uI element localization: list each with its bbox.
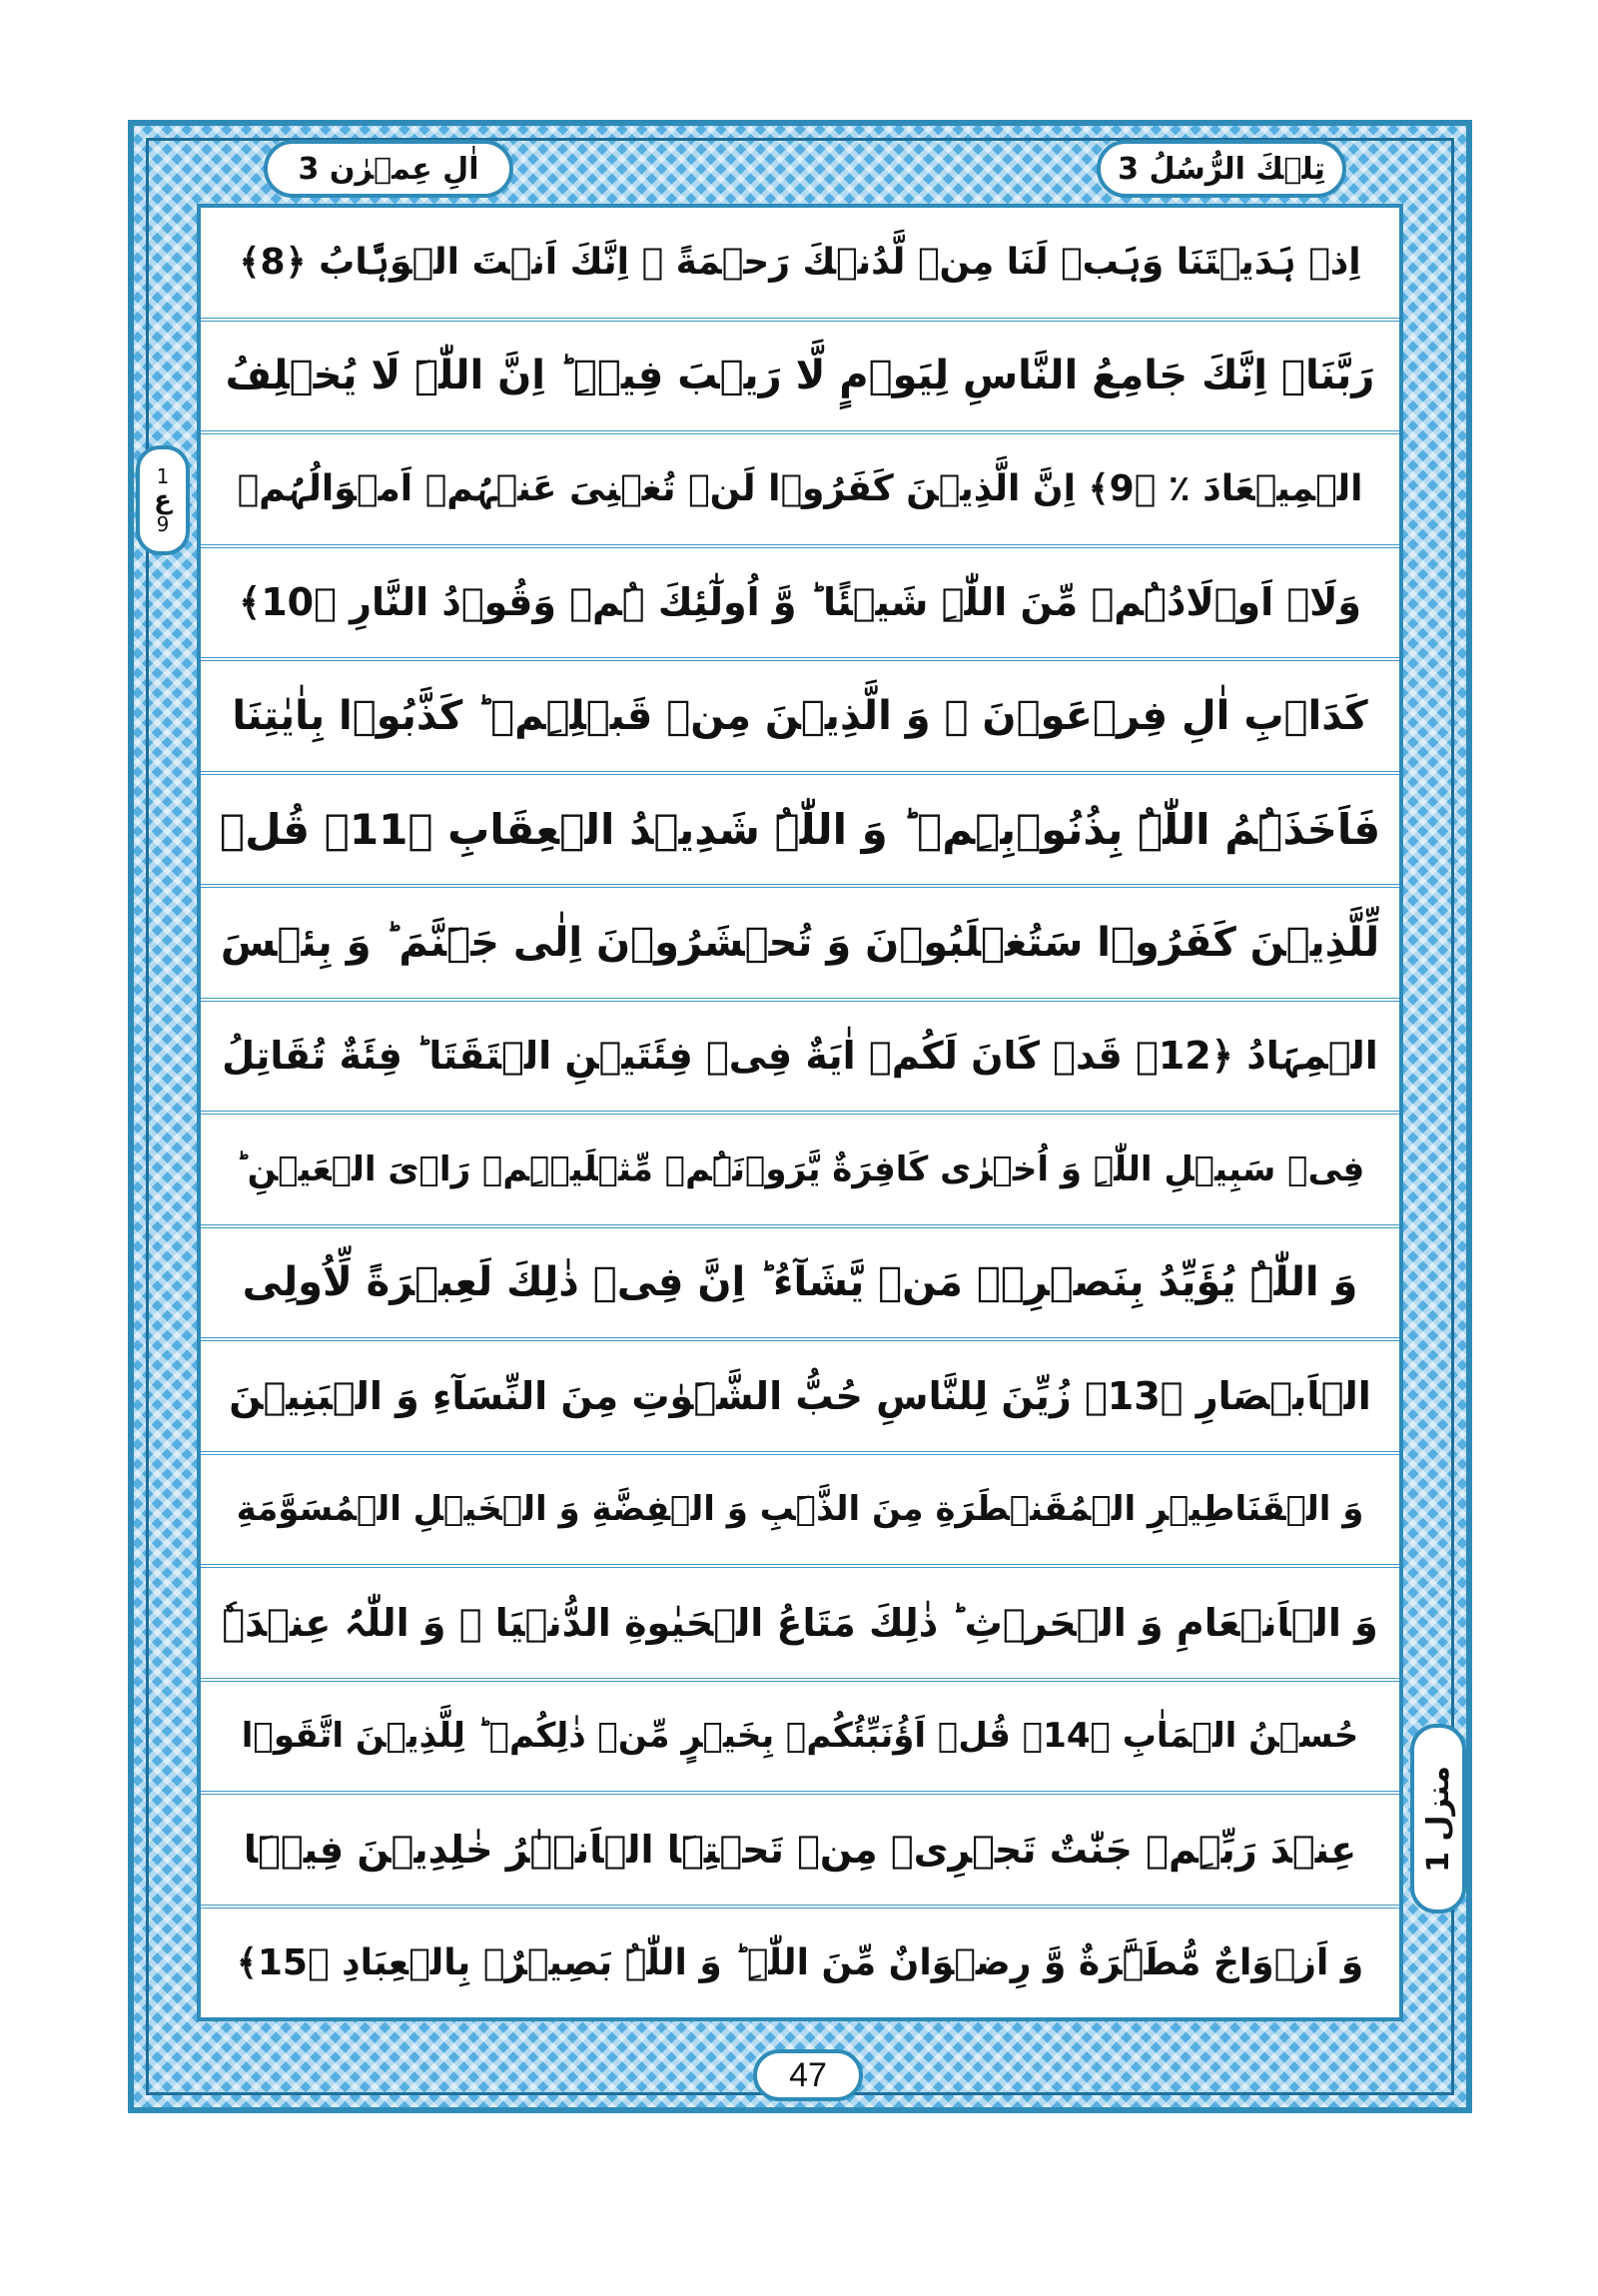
ruku-marker: [136, 445, 190, 555]
verse-line-16: وَ اَزۡوَاجٌ مُّطَہَّرَةٌ وَّ رِضۡوَانٌ مِّنَ اللّٰہِ ؕ وَ اللّٰہُ بَصِیۡرٌۢ بِالۡعِبَادِ ﴿15﴾: [236, 1941, 1364, 1983]
quran-text-panel: [197, 204, 1403, 2021]
verse-line-13: وَ الۡاَنۡعَامِ وَ الۡحَرۡثِ ؕ ذٰلِكَ مَتَاعُ الۡحَیٰوةِ الدُّنۡیَا ۚ وَ اللّٰہُ عِنۡدَہٗ: [201, 1568, 1399, 1682]
verse-line-1: اِذۡ ہَدَیۡتَنَا وَہَبۡ لَنَا مِنۡ لَّدُنۡكَ رَحۡمَةً ۚ اِنَّكَ اَنۡتَ الۡوَہَّابُ ﴿8﴾: [201, 208, 1399, 322]
verse-line-9: فِیۡ سَبِیۡلِ اللّٰہِ وَ اُخۡرٰی كَافِرَةٌ یَّرَوۡنَہُمۡ مِّثۡلَیۡہِمۡ رَاۡیَ الۡعَیۡنِ ؕ: [201, 1115, 1399, 1228]
verse-line-12: وَ الۡقَنَاطِیۡرِ الۡمُقَنۡطَرَةِ مِنَ الذَّہَبِ وَ الۡفِضَّةِ وَ الۡخَیۡلِ الۡمُسَوَّمَةِ: [201, 1455, 1399, 1569]
verse-line-14: حُسۡنُ الۡمَاٰبِ ﴿14﴾ قُلۡ اَؤُنَبِّئُكُمۡ بِخَیۡرٍ مِّنۡ ذٰلِكُمۡ ؕ لِلَّذِیۡنَ اتَّقَوۡا: [201, 1682, 1399, 1796]
verse-line-6: فَاَخَذَہُمُ اللّٰہُ بِذُنُوۡبِہِمۡ ؕ وَ اللّٰہُ شَدِیۡدُ الۡعِقَابِ ﴿11﴾ قُلۡ: [201, 775, 1399, 889]
verse-line-10: وَ اللّٰہُ یُؤَیِّدُ بِنَصۡرِہٖ مَنۡ یَّشَآءُ ؕ اِنَّ فِیۡ ذٰلِكَ لَعِبۡرَةً لِّاُولِی: [201, 1228, 1399, 1342]
manzil-marker-label: منزل 1: [1420, 1765, 1456, 1873]
juz-name-header: تِلۡكَ الرُّسُلُ 3: [1097, 140, 1346, 198]
verse-line-5: كَدَاۡبِ اٰلِ فِرۡعَوۡنَ ۙ وَ الَّذِیۡنَ مِنۡ قَبۡلِہِمۡ ؕ كَذَّبُوۡا بِاٰیٰتِنَا: [201, 661, 1399, 775]
verse-line-15: عِنۡدَ رَبِّہِمۡ جَنّٰتٌ تَجۡرِیۡ مِنۡ تَحۡتِہَا الۡاَنۡہٰرُ خٰلِدِیۡنَ فِیۡہَا: [201, 1795, 1399, 1909]
verse-line-4: وَلَاۤ اَوۡلَادُہُمۡ مِّنَ اللّٰہِ شَیۡئًا ؕ وَّ اُولٰٓئِكَ ہُمۡ وَقُوۡدُ النَّارِ ﴿10﴾: [201, 548, 1399, 662]
verse-line-3: الۡمِیۡعَادَ ٪ ﴿9﴾ اِنَّ الَّذِیۡنَ كَفَرُوۡا لَنۡ تُغۡنِیَ عَنۡہُمۡ اَمۡوَالُہُمۡ: [201, 434, 1399, 548]
verse-line-2: رَبَّنَاۤ اِنَّكَ جَامِعُ النَّاسِ لِیَوۡمٍ لَّا رَیۡبَ فِیۡہِ ؕ اِنَّ اللّٰہَ لَا یُخۡلِفُ: [201, 322, 1399, 435]
page-number: 47: [753, 2049, 863, 2101]
verse-line-8: الۡمِہَادُ ﴿12﴾ قَدۡ كَانَ لَكُمۡ اٰیَةٌ فِیۡ فِئَتَیۡنِ الۡتَقَتَا ؕ فِئَةٌ تُقَاتِلُ: [201, 1002, 1399, 1116]
manzil-marker: [1410, 1724, 1466, 1913]
ruku-marker-top: 1: [156, 464, 170, 488]
page-border-frame: [128, 120, 1472, 2113]
verse-line-11: الۡاَبۡصَارِ ﴿13﴾ زُیِّنَ لِلنَّاسِ حُبُّ الشَّہَوٰتِ مِنَ النِّسَآءِ وَ الۡبَنِیۡنَ: [201, 1341, 1399, 1455]
surah-name-header: اٰلِ عِمۡرٰن 3: [264, 140, 513, 198]
ruku-marker-middle: ع: [154, 485, 172, 515]
verse-line-7: لِّلَّذِیۡنَ كَفَرُوۡا سَتُغۡلَبُوۡنَ وَ تُحۡشَرُوۡنَ اِلٰی جَہَنَّمَ ؕ وَ بِئۡسَ: [201, 888, 1399, 1002]
ruku-marker-bottom: 9: [156, 512, 170, 536]
